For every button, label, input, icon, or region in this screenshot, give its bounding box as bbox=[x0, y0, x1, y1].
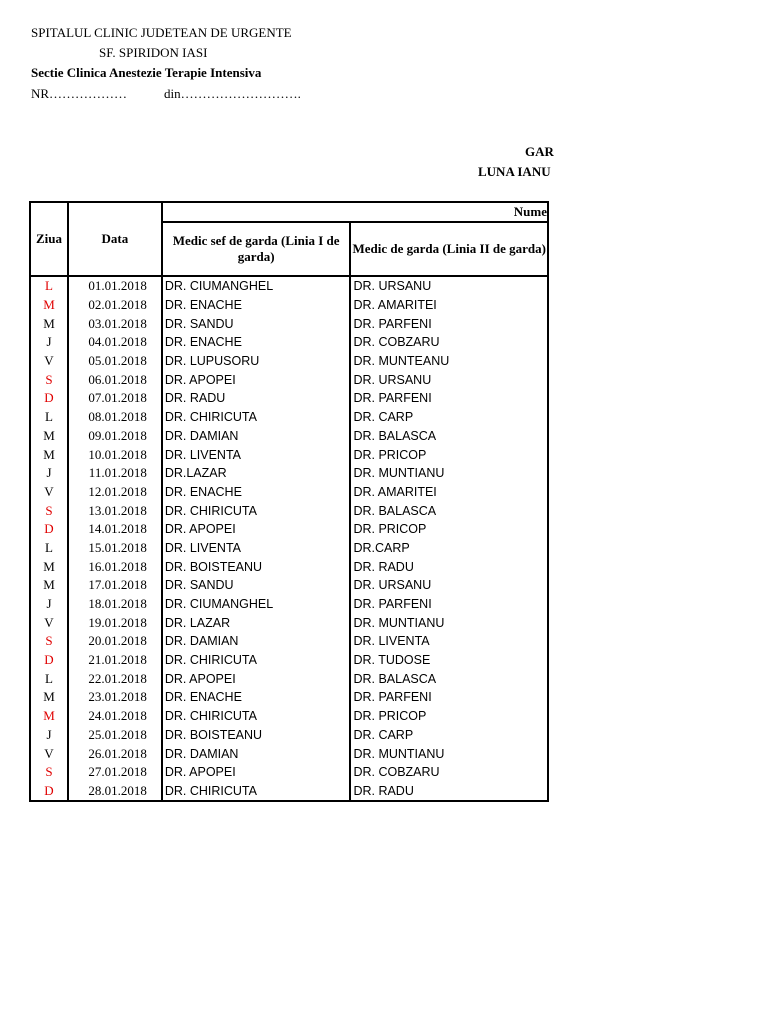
day-cell: J bbox=[30, 726, 68, 745]
day-cell: S bbox=[30, 763, 68, 782]
second-doctor-cell: DR. MUNTIANU bbox=[350, 613, 548, 632]
table-row bbox=[30, 501, 548, 520]
second-doctor-cell: DR. AMARITEI bbox=[350, 483, 548, 502]
date-cell: 09.01.2018 bbox=[68, 427, 162, 446]
date-cell: 14.01.2018 bbox=[68, 520, 162, 539]
second-doctor-cell: DR. PARFENI bbox=[350, 688, 548, 707]
day-cell: L bbox=[30, 669, 68, 688]
date-cell: 16.01.2018 bbox=[68, 557, 162, 576]
chief-doctor-cell: DR. LIVENTA bbox=[162, 445, 351, 464]
second-doctor-cell: DR.CARP bbox=[350, 539, 548, 558]
date-cell: 17.01.2018 bbox=[68, 576, 162, 595]
second-doctor-cell: DR. BALASCA bbox=[350, 669, 548, 688]
table-row bbox=[30, 445, 548, 464]
section-name: Sectie Clinica Anestezie Terapie Intensiva bbox=[31, 65, 262, 80]
second-doctor-cell: DR. PARFENI bbox=[350, 595, 548, 614]
chief-doctor-cell: DR. CHIRICUTA bbox=[162, 707, 351, 726]
hospital-name-line2: SF. SPIRIDON IASI bbox=[99, 45, 208, 60]
date-cell: 27.01.2018 bbox=[68, 763, 162, 782]
chief-doctor-cell: DR. LUPUSORU bbox=[162, 352, 351, 371]
chief-doctor-cell: DR. CIUMANGHEL bbox=[162, 276, 351, 296]
second-doctor-cell: DR. PARFENI bbox=[350, 314, 548, 333]
chief-doctor-cell: DR. CHIRICUTA bbox=[162, 408, 351, 427]
second-doctor-cell: DR. MUNTIANU bbox=[350, 464, 548, 483]
date-cell: 22.01.2018 bbox=[68, 669, 162, 688]
date-cell: 20.01.2018 bbox=[68, 632, 162, 651]
chief-doctor-cell: DR. CHIRICUTA bbox=[162, 501, 351, 520]
chief-doctor-cell: DR. ENACHE bbox=[162, 688, 351, 707]
second-doctor-cell: DR. CARP bbox=[350, 726, 548, 745]
date-cell: 26.01.2018 bbox=[68, 744, 162, 763]
chief-doctor-cell: DR. LIVENTA bbox=[162, 539, 351, 558]
second-doctor-cell: DR. MUNTIANU bbox=[350, 744, 548, 763]
second-doctor-cell: DR. AMARITEI bbox=[350, 296, 548, 315]
day-cell: J bbox=[30, 595, 68, 614]
table-row bbox=[30, 669, 548, 688]
date-cell: 04.01.2018 bbox=[68, 333, 162, 352]
chief-doctor-cell: DR. ENACHE bbox=[162, 333, 351, 352]
chief-doctor-cell: DR. ENACHE bbox=[162, 296, 351, 315]
table-row bbox=[30, 314, 548, 333]
day-cell: M bbox=[30, 445, 68, 464]
table-row bbox=[30, 557, 548, 576]
chief-doctor-cell: DR. BOISTEANU bbox=[162, 726, 351, 745]
table-row bbox=[30, 744, 548, 763]
day-cell: D bbox=[30, 520, 68, 539]
column-header-chief-doctor: Medic sef de garda (Linia I de garda) bbox=[162, 222, 351, 276]
chief-doctor-cell: DR. LAZAR bbox=[162, 613, 351, 632]
second-doctor-cell: DR. PRICOP bbox=[350, 520, 548, 539]
chief-doctor-cell: DR. DAMIAN bbox=[162, 744, 351, 763]
date-cell: 05.01.2018 bbox=[68, 352, 162, 371]
day-cell: V bbox=[30, 744, 68, 763]
date-cell: 01.01.2018 bbox=[68, 276, 162, 296]
table-row bbox=[30, 408, 548, 427]
table-row bbox=[30, 370, 548, 389]
chief-doctor-cell: DR. APOPEI bbox=[162, 763, 351, 782]
date-field: din………………………. bbox=[164, 86, 301, 101]
table-row bbox=[30, 333, 548, 352]
date-cell: 08.01.2018 bbox=[68, 408, 162, 427]
second-doctor-cell: DR. PRICOP bbox=[350, 707, 548, 726]
day-cell: S bbox=[30, 632, 68, 651]
date-cell: 07.01.2018 bbox=[68, 389, 162, 408]
day-cell: D bbox=[30, 651, 68, 670]
column-header-date: Data bbox=[68, 202, 162, 276]
duty-schedule-table bbox=[29, 201, 549, 802]
table-row bbox=[30, 595, 548, 614]
table-row bbox=[30, 464, 548, 483]
day-cell: M bbox=[30, 707, 68, 726]
table-row bbox=[30, 296, 548, 315]
schedule-rows bbox=[30, 276, 548, 801]
hospital-name-line1: SPITALUL CLINIC JUDETEAN DE URGENTE bbox=[31, 25, 292, 40]
day-cell: M bbox=[30, 296, 68, 315]
table-row bbox=[30, 389, 548, 408]
second-doctor-cell: DR. LIVENTA bbox=[350, 632, 548, 651]
chief-doctor-cell: DR. BOISTEANU bbox=[162, 557, 351, 576]
date-cell: 18.01.2018 bbox=[68, 595, 162, 614]
date-cell: 25.01.2018 bbox=[68, 726, 162, 745]
day-cell: D bbox=[30, 782, 68, 802]
chief-doctor-cell: DR. APOPEI bbox=[162, 520, 351, 539]
day-cell: S bbox=[30, 370, 68, 389]
day-cell: S bbox=[30, 501, 68, 520]
second-doctor-cell: DR. URSANU bbox=[350, 576, 548, 595]
nr-field: NR……………… bbox=[31, 86, 128, 101]
table-row bbox=[30, 688, 548, 707]
table-row bbox=[30, 707, 548, 726]
chief-doctor-cell: DR. SANDU bbox=[162, 314, 351, 333]
date-cell: 02.01.2018 bbox=[68, 296, 162, 315]
date-cell: 12.01.2018 bbox=[68, 483, 162, 502]
day-cell: V bbox=[30, 352, 68, 371]
date-cell: 03.01.2018 bbox=[68, 314, 162, 333]
date-cell: 28.01.2018 bbox=[68, 782, 162, 802]
day-cell: L bbox=[30, 408, 68, 427]
date-cell: 23.01.2018 bbox=[68, 688, 162, 707]
chief-doctor-cell: DR. DAMIAN bbox=[162, 632, 351, 651]
chief-doctor-cell: DR. RADU bbox=[162, 389, 351, 408]
table-row bbox=[30, 483, 548, 502]
chief-doctor-cell: DR.LAZAR bbox=[162, 464, 351, 483]
table-row bbox=[30, 726, 548, 745]
second-doctor-cell: DR. RADU bbox=[350, 557, 548, 576]
second-doctor-cell: DR. BALASCA bbox=[350, 501, 548, 520]
chief-doctor-cell: DR. SANDU bbox=[162, 576, 351, 595]
date-cell: 24.01.2018 bbox=[68, 707, 162, 726]
month-title: LUNA IANU bbox=[478, 164, 551, 179]
chief-doctor-cell: DR. DAMIAN bbox=[162, 427, 351, 446]
second-doctor-cell: DR. PARFENI bbox=[350, 389, 548, 408]
day-cell: V bbox=[30, 613, 68, 632]
table-row bbox=[30, 520, 548, 539]
chief-doctor-cell: DR. CIUMANGHEL bbox=[162, 595, 351, 614]
day-cell: L bbox=[30, 539, 68, 558]
table-row bbox=[30, 427, 548, 446]
second-doctor-cell: DR. PRICOP bbox=[350, 445, 548, 464]
column-header-day: Ziua bbox=[30, 202, 68, 276]
date-cell: 10.01.2018 bbox=[68, 445, 162, 464]
date-cell: 19.01.2018 bbox=[68, 613, 162, 632]
table-row bbox=[30, 632, 548, 651]
column-group-header: Nume bbox=[162, 202, 548, 222]
table-row bbox=[30, 782, 548, 802]
table-row bbox=[30, 352, 548, 371]
table-row bbox=[30, 539, 548, 558]
day-cell: V bbox=[30, 483, 68, 502]
day-cell: L bbox=[30, 276, 68, 296]
second-doctor-cell: DR. BALASCA bbox=[350, 427, 548, 446]
chief-doctor-cell: DR. APOPEI bbox=[162, 669, 351, 688]
second-doctor-cell: DR. MUNTEANU bbox=[350, 352, 548, 371]
second-doctor-cell: DR. URSANU bbox=[350, 370, 548, 389]
day-cell: M bbox=[30, 557, 68, 576]
day-cell: M bbox=[30, 576, 68, 595]
chief-doctor-cell: DR. ENACHE bbox=[162, 483, 351, 502]
date-cell: 15.01.2018 bbox=[68, 539, 162, 558]
date-cell: 11.01.2018 bbox=[68, 464, 162, 483]
day-cell: M bbox=[30, 688, 68, 707]
date-cell: 21.01.2018 bbox=[68, 651, 162, 670]
date-cell: 06.01.2018 bbox=[68, 370, 162, 389]
table-row bbox=[30, 613, 548, 632]
day-cell: M bbox=[30, 314, 68, 333]
column-header-second-doctor: Medic de garda (Linia II de garda) bbox=[350, 222, 548, 276]
day-cell: M bbox=[30, 427, 68, 446]
table-row bbox=[30, 576, 548, 595]
day-cell: D bbox=[30, 389, 68, 408]
second-doctor-cell: DR. COBZARU bbox=[350, 333, 548, 352]
second-doctor-cell: DR. TUDOSE bbox=[350, 651, 548, 670]
chief-doctor-cell: DR. CHIRICUTA bbox=[162, 782, 351, 802]
chief-doctor-cell: DR. APOPEI bbox=[162, 370, 351, 389]
table-row bbox=[30, 651, 548, 670]
second-doctor-cell: DR. RADU bbox=[350, 782, 548, 802]
document-title: GAR bbox=[525, 144, 554, 159]
second-doctor-cell: DR. COBZARU bbox=[350, 763, 548, 782]
second-doctor-cell: DR. CARP bbox=[350, 408, 548, 427]
second-doctor-cell: DR. URSANU bbox=[350, 276, 548, 296]
table-row bbox=[30, 276, 548, 296]
table-row bbox=[30, 763, 548, 782]
day-cell: J bbox=[30, 333, 68, 352]
date-cell: 13.01.2018 bbox=[68, 501, 162, 520]
chief-doctor-cell: DR. CHIRICUTA bbox=[162, 651, 351, 670]
day-cell: J bbox=[30, 464, 68, 483]
